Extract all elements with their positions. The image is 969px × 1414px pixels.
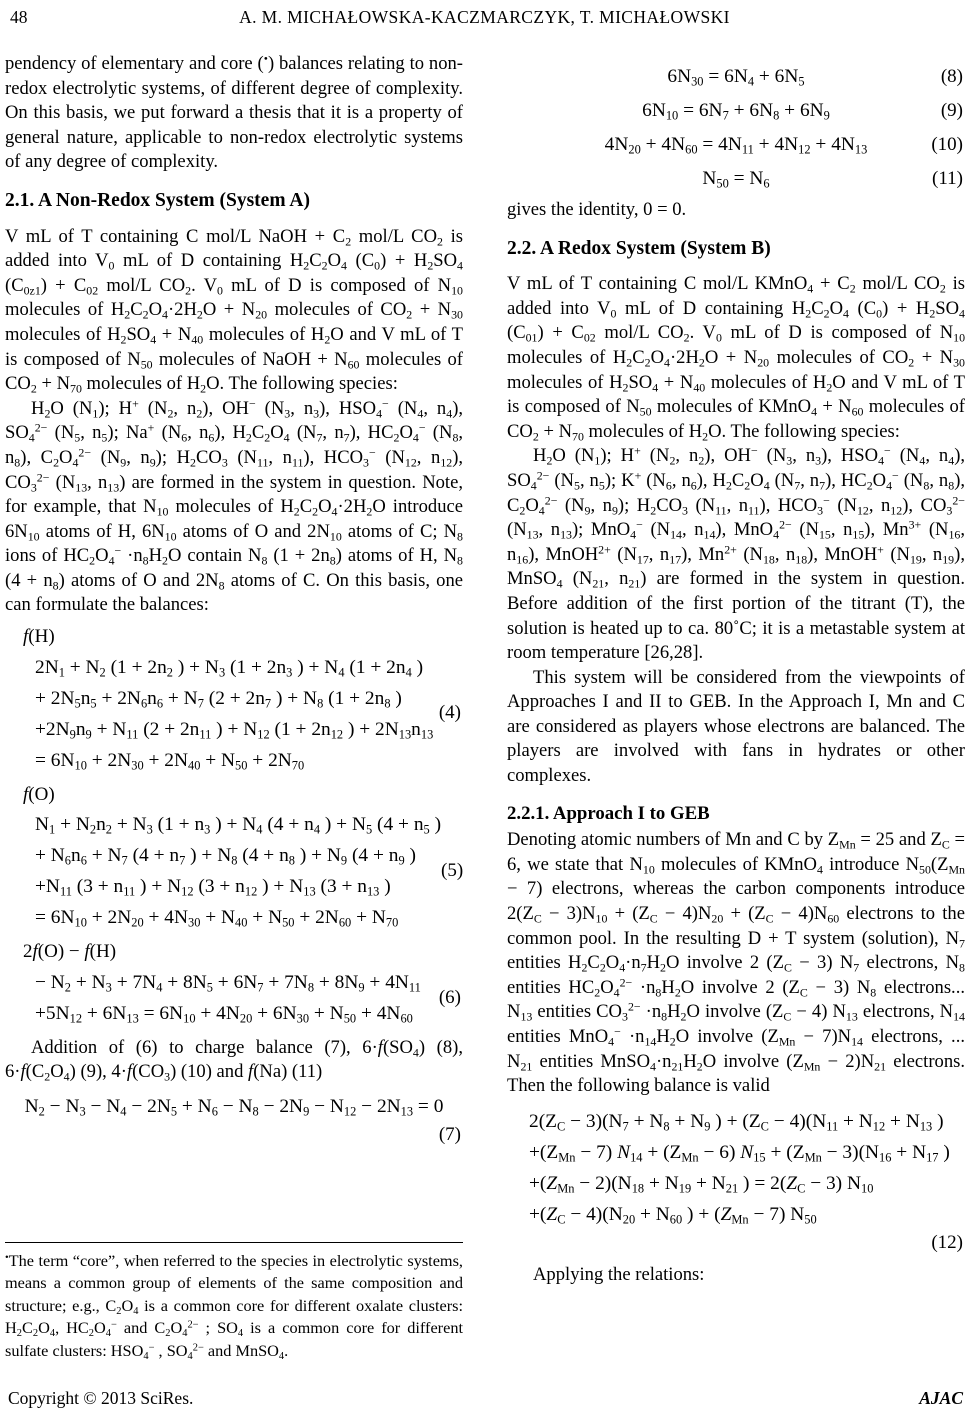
equation-line: $+2N_9n_9 + N_{11}$ ($2 + 2n_{11}$ ) + $N_{12}$ ($1 + 2n_{12}$ ) + $2N_{13}n_{13}$ bbox=[35, 718, 434, 742]
equation-6-lines bbox=[5, 967, 421, 1029]
equation-line: $2(Z_C - 3)(N_7 + N_8 + N_9$ ) + $(Z_C - 4)(N_{11} + N_{12} + N_{13}$ ) bbox=[529, 1110, 944, 1134]
right-column bbox=[507, 52, 965, 1287]
journal-abbreviation: AJAC bbox=[919, 1388, 963, 1408]
species-b-paragraph: $H_2O$ $(N_1)$; H+ ($N_2$, $n_2$), OH− ($N_3$, $n_3$), $HSO_4^-$ ($N_4$, $n_4$), $SO_4^{2-}$ ($N_5$, $n_5$); K+ ($N_6$, $n_6$), $H_2C_2O_4$ ($N_7$, $n_7$), $HC_2O_4^-$ ($N_8$, $n_8$), $C_2O_4^{2-}$ ($N_9$, $n_9$); $H_2CO_3$ ($N_{11}$, $n_{11}$), $HCO_3^-$ ($N_{12}$, $n_{12}$), $CO_3^{2-}$ ($N_{13}$, $n_{13}$); MnO$_4$− ($N_{14}$, $n_{14}$), MnO$_4^{2-}$ ($N_{15}$, $n_{15}$), $Mn^{3+}$ ($N_{16}$, $n_{16}$), MnOH$^{2+}$ ($N_{17}$, $n_{17}$), $Mn^{2+}$ ($N_{18}$, $n_{18}$), MnOH+ ($N_{19}$, $n_{19}$), MnSO$_4$ ($N_{21}$, $n_{21}$) are formed in the system in question. Before addition of the first portion of the titrant (T), the solution is heated up to ca. 80˚C; it is a metastable system at room temperature [26,28]. bbox=[507, 443, 966, 664]
equation-11-formula: $N_{50} = N_6$ bbox=[702, 168, 770, 191]
equation-6-block bbox=[5, 940, 463, 1029]
intro-paragraph: pendency of elementary and core (•) balances relating to non-redox electrolytic systems, of different degree of complexity. On this basis, we put forward a thesis that it is a property of general nature, applicable to non-redox electrolytic systems of any degree of complexity. bbox=[5, 51, 463, 173]
denoting-paragraph: Denoting atomic numbers of Mn and C by $Z_{Mn} = 25$ and $Z_C = 6$, we state that $N_{10}$ molecules of KMnO$_4$ introduce $N_{50}(Z_{Mn} - 7)$ electrons, whereas the carbon components introduce $2(Z_C - 3)N_{10} + (Z_C - 4)N_{20} + (Z_C - 4)N_{60}$ electrons to the common pool. In the resulting D + T system (solution), $N_7$ entities $H_2C_2O_4\cdot n_7H_2O$ involve 2 $(Z_C - 3)$ $N_7$ electrons, $N_8$ entities $HC_2O_4^{2-} \cdot n_8H_2O$ involve 2 $(Z_C - 3)$ $N_8$ electrons... $N_{13}$ entities $CO_3^{2-} \cdot n_8H_2O$ involve $(Z_C - 4)$ $N_{13}$ electrons, $N_{14}$ entities $MnO_4^- \cdot n_{14}H_2O$ involve $(Z_{Mn} - 7)N_{14}$ electrons, ... $N_{21}$ entities $MnSO_4\cdot n_{21}H_2O$ involve $(Z_{Mn} - 2)N_{21}$ electrons. Then the following balance is valid bbox=[507, 829, 966, 1097]
equation-7-number: (7) bbox=[438, 1124, 461, 1146]
equation-4-block bbox=[5, 625, 463, 776]
equation-10-number: (10) bbox=[931, 134, 963, 155]
running-title: A. M. MICHAŁOWSKA-KACZMARCZYK, T. MICHAŁOWSKI bbox=[239, 7, 730, 27]
equation-8-row bbox=[507, 62, 965, 92]
addition-paragraph: Addition of (6) to charge balance (7), $6\cdot f(SO_4)$ (8), $6\cdot f(C_2O_4)$ (9), $4\cdot f(CO_3)$ (10) and f(Na) (11) bbox=[5, 1036, 463, 1084]
equation-7-block bbox=[5, 1092, 463, 1148]
equation-9-row bbox=[507, 96, 965, 126]
equation-9-formula: $6N_{10} = 6N_7 + 6N_8 + 6N_9$ bbox=[642, 100, 830, 123]
page-header bbox=[0, 7, 969, 35]
equation-line: $N_1 + N_2n_2 + N_3$ ($1 + n_3$ ) + $N_4$ ($4 + n_4$ ) + $N_5$ ($4 + n_5$ ) bbox=[35, 814, 442, 837]
copyright-text: Copyright © 2013 SciRes. bbox=[8, 1388, 194, 1408]
equation-12-lines bbox=[507, 1106, 965, 1230]
equation-12-block bbox=[507, 1106, 965, 1256]
species-a-paragraph: $H_2O$ $(N_1)$; H+ ($N_2$, $n_2$), OH− ($N_3$, $n_3$), $HSO_4^-$ ($N_4$, $n_4$), $SO_4^{2-}$ ($N_5$, $n_5$); Na+ ($N_6$, $n_6$), $H_2C_2O_4$ ($N_7$, $n_7$), $HC_2O_4^-$ ($N_8$, $n_8$), $C_2O_4^{2-}$ ($N_9$, $n_9$); $H_2CO_3$ ($N_{11}$, $n_{11}$), $HCO_3^-$ ($N_{12}$, $n_{12}$), $CO_3^{2-}$ ($N_{13}$, $n_{13}$) are formed in the system in question. Note, for example, that $N_{10}$ molecules of $H_2C_2O_4\cdot 2H_2O$ introduce $6N_{10}$ atoms of H, $6N_{10}$ atoms of O and $2N_{10}$ atoms of C; $N_8$ ions of $HC_2O_4^- \cdot n_8H_2O$ contain $N_8$ $(1 + 2n_8)$ atoms of H, $N_8$ $(4 + n_8)$ atoms of O and $2N_8$ atoms of C. On this basis, one can formulate the balances: bbox=[5, 396, 464, 616]
equation-5-block bbox=[5, 783, 463, 934]
equation-12-number: (12) bbox=[931, 1231, 963, 1253]
equation-line: − $N_2 + N_3 + 7N_4 + 8N_5 + 6N_7 + 7N_8 + 8N_9 + 4N_{11}$ bbox=[35, 971, 421, 995]
equation-11-row bbox=[507, 164, 965, 194]
section-2-2-1-heading: 2.2.1. Approach I to GEB bbox=[507, 802, 710, 824]
equation-line: + $N_6n_6 + N_7$ ($4 + n_7$ ) + $N_8$ ($4 + n_8$ ) + $N_9$ ($4 + n_9$ ) bbox=[35, 845, 416, 868]
applying-paragraph: Applying the relations: bbox=[533, 1263, 705, 1285]
equation-10-row bbox=[507, 130, 965, 160]
equation-11-number: (11) bbox=[932, 168, 963, 189]
equation-9-number: (9) bbox=[940, 100, 963, 121]
equation-7-line: $N_2 - N_3 - N_4 - 2N_5 + N_6 - N_8 - 2N_9 - N_{12} - 2N_{13} = 0$ bbox=[24, 1096, 444, 1119]
page-footer bbox=[0, 1388, 969, 1412]
equation-4-number: (4) bbox=[438, 702, 461, 724]
equation-6-number: (6) bbox=[438, 986, 461, 1008]
system-a-paragraph: V mL of T containing C mol/L NaOH + $C_2$ mol/L $CO_2$ is added into $V_0$ mL of D containing $H_2C_2O_4$ $(C_0) + H_2SO_4$ $(C_{0z1}) + C_{02}$ mol/L $CO_2$. $V_0$ mL of D is composed of $N_{10}$ molecules of $H_2C_2O_4\cdot 2H_2O + N_{20}$ molecules of $CO_2 + N_{30}$ molecules of $H_2SO_4 + N_{40}$ molecules of $H_2O$ and V mL of T is composed of $N_{50}$ molecules of NaOH + $N_{60}$ molecules of $CO_2 + N_{70}$ molecules of $H_2O$. The following species: bbox=[5, 225, 463, 396]
equation-line: $+(Z_C - 4)(N_{20} + N_{60}$ ) + $(Z_{Mn} - 7)$ $N_{50}$ bbox=[529, 1203, 817, 1227]
equation-8-number: (8) bbox=[940, 66, 963, 87]
equation-5-head: f(O) bbox=[23, 783, 55, 805]
identity-paragraph: gives the identity, 0 = 0. bbox=[507, 199, 687, 220]
section-2-1-heading: 2.1. A Non-Redox System (System A) bbox=[5, 189, 310, 211]
left-column bbox=[5, 52, 463, 1155]
page-number: 48 bbox=[10, 7, 28, 27]
system-b-paragraph: V mL of T containing C mol/L KMnO$_4$ + $C_2$ mol/L $CO_2$ is added into $V_0$ mL of D containing $H_2C_2O_4$ $(C_0) + H_2SO_4$ $(C_{01}) + C_{02}$ mol/L $CO_2$. $V_0$ mL of D is composed of $N_{10}$ molecules of $H_2C_2O_4\cdot 2H_2O + N_{20}$ molecules of $CO_2 + N_{30}$ molecules of $H_2SO_4 + N_{40}$ molecules of $H_2O$ and V mL of T is composed of $N_{50}$ molecules of KMnO$_4$ + $N_{60}$ molecules of $CO_2 + N_{70}$ molecules of $H_2O$. The following species: bbox=[507, 273, 966, 444]
equation-line: = $6N_{10} + 2N_{20} + 4N_{30} + N_{40} + N_{50} + 2N_{60} + N_{70}$ bbox=[35, 907, 399, 930]
footnote bbox=[5, 1242, 463, 1362]
equation-line: $+5N_{12} + 6N_{13} = 6N_{10} + 4N_{20} + 6N_{30} + N_{50} + 4N_{60}$ bbox=[35, 1002, 413, 1026]
equation-5-lines bbox=[5, 809, 441, 933]
equation-line: $+(Z_{Mn} - 7) N_{14} + (Z_{Mn} - 6) N_{15} + (Z_{Mn} - 3)(N_{16} + N_{17}$ ) bbox=[529, 1141, 950, 1165]
equation-line: + $2N_5n_5 + 2N_6n_6 + N_7$ ($2 + 2n_7$ ) + $N_8$ ($1 + 2n_8$ ) bbox=[35, 687, 402, 711]
equation-5-number: (5) bbox=[441, 859, 464, 881]
section-2-2-heading: 2.2. A Redox System (System B) bbox=[507, 237, 771, 259]
equation-line: $+(Z_{Mn} - 2)(N_{18} + N_{19} + N_{21}$ ) = $2(Z_C - 3)$ $N_{10}$ bbox=[529, 1172, 874, 1196]
equation-4-lines bbox=[5, 652, 433, 776]
equation-4-head: f(H) bbox=[23, 626, 55, 648]
equation-10-formula: $4N_{20} + 4N_{60} = 4N_{11} + 4N_{12} + 4N_{13}$ bbox=[604, 134, 868, 157]
equation-6-head: 2f(O) − f(H) bbox=[23, 941, 117, 963]
footnote-text: •The term “core”, when referred to the species in electrolytic systems, means a common group of elements of the same composition and structure; e.g., $C_2O_4$ is a common core for different oxalate clusters: $H_2C_2O_4$, $HC_2O_4^-$ and $C_2O_4^{2-}$ ; $SO_4$ is a common core for different sulfate clusters: $HSO_4^-$ , $SO_4^{2-}$ and MnSO$_4$. bbox=[5, 1251, 463, 1362]
equation-line: $+N_{11}$ ($3 + n_{11}$ ) + $N_{12}$ ($3 + n_{12}$ ) + $N_{13}$ ($3 + n_{13}$ ) bbox=[35, 876, 391, 899]
equation-line: = $6N_{10} + 2N_{30} + 2N_{40} + N_{50} + 2N_{70}$ bbox=[35, 749, 305, 773]
equation-8-formula: $6N_{30} = 6N_4 + 6N_5$ bbox=[667, 66, 805, 89]
viewpoints-paragraph: This system will be considered from the viewpoints of Approaches I and II to GEB. In the Approach I, Mn and C are considered as players whose electrons are balanced. The players are involved with fans in hydrates or other complexes. bbox=[507, 666, 965, 787]
equation-line: $2N_1 + N_2$ ($1 + 2n_2$ ) + $N_3$ ($1 + 2n_3$ ) + $N_4$ ($1 + 2n_4$ ) bbox=[35, 656, 424, 680]
